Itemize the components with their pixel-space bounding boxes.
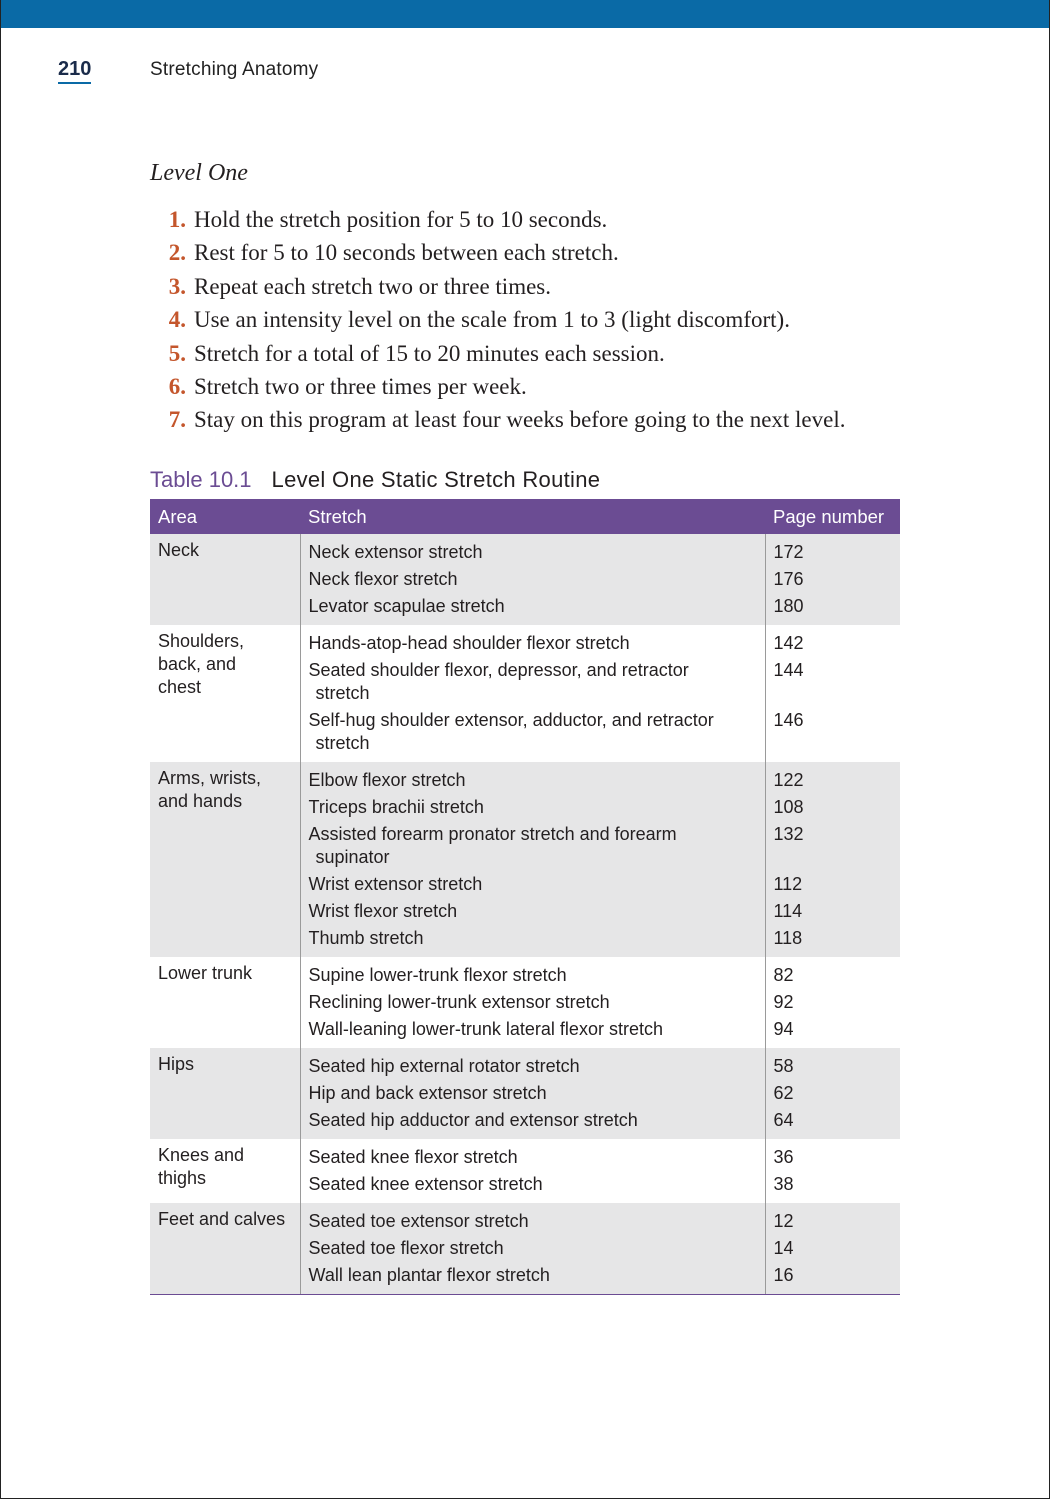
stretch-item: [309, 989, 757, 1016]
area-label: Shoulders,: [158, 631, 245, 651]
stretch-item: [309, 657, 757, 707]
stretch-name: Seated shoulder flexor, depressor, and retractor: [308, 660, 689, 680]
stretch-name: Supine lower-trunk flexor stretch: [308, 965, 567, 985]
table-row: [150, 1203, 900, 1295]
step-item: [150, 337, 846, 370]
area-label: chest: [158, 677, 202, 697]
step-text: Stay on this program at least four weeks before going to the next level.: [194, 407, 846, 433]
area-label: back, and: [158, 654, 237, 674]
page-reference: 176: [773, 569, 804, 589]
stretch-item: [309, 1262, 757, 1289]
step-item: [150, 270, 846, 303]
page-reference: 146: [773, 710, 804, 730]
step-item: [150, 403, 846, 436]
page-reference: 112: [773, 874, 803, 894]
step-text: Use an intensity level on the scale from 1 to 3 (light discomfort).: [194, 307, 790, 333]
stretch-cell: [300, 957, 765, 1048]
page-number-cell: [765, 762, 900, 957]
table-row: [150, 762, 900, 957]
step-number: 5.: [168, 340, 186, 366]
page-reference: 172: [773, 542, 804, 562]
stretch-name: Elbow flexor stretch: [308, 770, 466, 790]
stretch-name: Reclining lower-trunk extensor stretch: [308, 992, 610, 1012]
page-reference: 108: [773, 797, 804, 817]
page-reference: 122: [773, 770, 804, 790]
stretch-name: stretch: [315, 683, 370, 703]
area-cell: [150, 1139, 300, 1203]
page-reference: 38: [773, 1174, 794, 1194]
stretch-item: [309, 566, 757, 593]
page-reference: 92: [773, 992, 794, 1012]
table-title: Level One Static Stretch Routine: [271, 467, 601, 492]
stretch-item: [309, 794, 757, 821]
stretch-name: Wall-leaning lower-trunk lateral flexor stretch: [308, 1019, 663, 1039]
page-reference: 132: [773, 824, 804, 844]
stretch-name: Hands-atop-head shoulder flexor stretch: [308, 633, 630, 653]
page-number-cell: [765, 625, 900, 762]
step-number: 2.: [168, 240, 186, 266]
stretch-item: [309, 1235, 757, 1262]
step-text: Repeat each stretch two or three times.: [194, 273, 551, 299]
table-row: [150, 625, 900, 762]
area-label: Neck: [158, 540, 200, 560]
table-row: [150, 534, 900, 625]
header-page-number: Page number: [765, 499, 900, 534]
stretch-name: Wrist extensor stretch: [308, 874, 483, 894]
page-reference: 64: [773, 1110, 794, 1130]
area-label: Knees and: [158, 1145, 245, 1165]
page-reference: 82: [773, 965, 794, 985]
table-row: [150, 957, 900, 1048]
stretch-name: Thumb stretch: [308, 928, 424, 948]
page-reference: 12: [773, 1211, 794, 1231]
step-text: Stretch two or three times per week.: [194, 374, 527, 400]
area-label: Arms, wrists,: [158, 768, 261, 788]
stretch-name: Self-hug shoulder extensor, adductor, and retractor: [308, 710, 714, 730]
step-number: 3.: [168, 273, 186, 299]
area-label: and hands: [158, 791, 243, 811]
table-row: [150, 1139, 900, 1203]
stretch-name: Seated toe flexor stretch: [308, 1238, 504, 1258]
stretch-cell: [300, 534, 765, 625]
area-cell: [150, 1048, 300, 1139]
stretch-name: stretch: [315, 733, 370, 753]
page-number: 210: [58, 58, 92, 80]
stretch-item: [309, 1144, 757, 1171]
step-item: [150, 303, 846, 336]
stretch-name: Seated knee flexor stretch: [308, 1147, 518, 1167]
stretch-item: [309, 707, 757, 757]
stretch-item: [309, 925, 757, 952]
step-text: Rest for 5 to 10 seconds between each stretch.: [194, 240, 619, 266]
stretch-name: supinator: [315, 847, 390, 867]
stretch-name: Assisted forearm pronator stretch and forearm: [308, 824, 677, 844]
page-reference: 144: [773, 660, 804, 680]
stretch-routine-table: [150, 499, 900, 1295]
stretch-name: Neck extensor stretch: [308, 542, 483, 562]
area-label: Feet and calves: [158, 1209, 286, 1229]
page-reference: 14: [773, 1238, 794, 1258]
stretch-item: [309, 1016, 757, 1043]
step-text: Stretch for a total of 15 to 20 minutes each session.: [194, 340, 665, 366]
stretch-name: Seated hip adductor and extensor stretch: [308, 1110, 638, 1130]
step-item: [150, 236, 846, 269]
area-cell: [150, 625, 300, 762]
step-item: [150, 203, 846, 236]
table-number: Table 10.1: [150, 467, 252, 492]
table-row: [150, 1048, 900, 1139]
stretch-item: [309, 539, 757, 566]
header-area: Area: [150, 499, 300, 534]
stretch-name: Seated hip external rotator stretch: [308, 1056, 580, 1076]
stretch-name: Seated toe extensor stretch: [308, 1211, 529, 1231]
stretch-item: [309, 871, 757, 898]
page-number-cell: [765, 1139, 900, 1203]
stretch-item: [309, 1080, 757, 1107]
page-reference: 62: [773, 1083, 794, 1103]
page-reference: 180: [773, 596, 804, 616]
page-reference: 16: [773, 1265, 794, 1285]
stretch-cell: [300, 1203, 765, 1295]
page-reference: 94: [773, 1019, 794, 1039]
area-cell: [150, 1203, 300, 1295]
page-reference: 118: [773, 928, 803, 948]
step-number: 1.: [168, 207, 186, 232]
stretch-cell: [300, 762, 765, 957]
stretch-name: Wall lean plantar flexor stretch: [308, 1265, 550, 1285]
stretch-name: Hip and back extensor stretch: [308, 1083, 547, 1103]
stretch-name: Levator scapulae stretch: [308, 596, 505, 616]
step-text: Hold the stretch position for 5 to 10 seconds.: [194, 207, 608, 232]
area-label: Lower trunk: [158, 963, 253, 983]
stretch-name: Seated knee extensor stretch: [308, 1174, 543, 1194]
page-number-underline: [58, 82, 91, 84]
area-cell: [150, 534, 300, 625]
step-item: [150, 370, 846, 403]
stretch-item: [309, 821, 757, 871]
stretch-cell: [300, 1139, 765, 1203]
area-label: thighs: [158, 1168, 207, 1188]
running-head: Stretching Anatomy: [150, 59, 319, 80]
page-reference: 58: [773, 1056, 794, 1076]
step-number: 6.: [168, 374, 186, 400]
header-stretch: Stretch: [300, 499, 765, 534]
stretch-item: [309, 767, 757, 794]
stretch-item: [309, 1208, 757, 1235]
stretch-name: Neck flexor stretch: [308, 569, 458, 589]
table-caption: [150, 467, 600, 493]
stretch-cell: [300, 1048, 765, 1139]
section-heading: Level One: [150, 160, 248, 186]
stretch-name: Triceps brachii stretch: [308, 797, 484, 817]
stretch-item: [309, 593, 757, 620]
step-number: 7.: [168, 407, 186, 433]
page-reference: 142: [773, 633, 804, 653]
stretch-item: [309, 1107, 757, 1134]
page-reference: 36: [773, 1147, 794, 1167]
stretch-cell: [300, 625, 765, 762]
page-number-cell: [765, 1048, 900, 1139]
page-reference: 114: [773, 901, 803, 921]
stretch-item: [309, 1053, 757, 1080]
area-cell: [150, 957, 300, 1048]
stretch-item: [309, 630, 757, 657]
area-cell: [150, 762, 300, 957]
stretch-item: [309, 962, 757, 989]
stretch-item: [309, 898, 757, 925]
stretch-name: Wrist flexor stretch: [308, 901, 458, 921]
step-number: 4.: [168, 307, 186, 333]
stretch-item: [309, 1171, 757, 1198]
page-number-cell: [765, 534, 900, 625]
table-header-row: [150, 499, 900, 534]
page-number-cell: [765, 957, 900, 1048]
page-number-cell: [765, 1203, 900, 1295]
top-color-bar: [0, 0, 1050, 28]
area-label: Hips: [158, 1054, 195, 1074]
steps-list: [150, 203, 846, 437]
